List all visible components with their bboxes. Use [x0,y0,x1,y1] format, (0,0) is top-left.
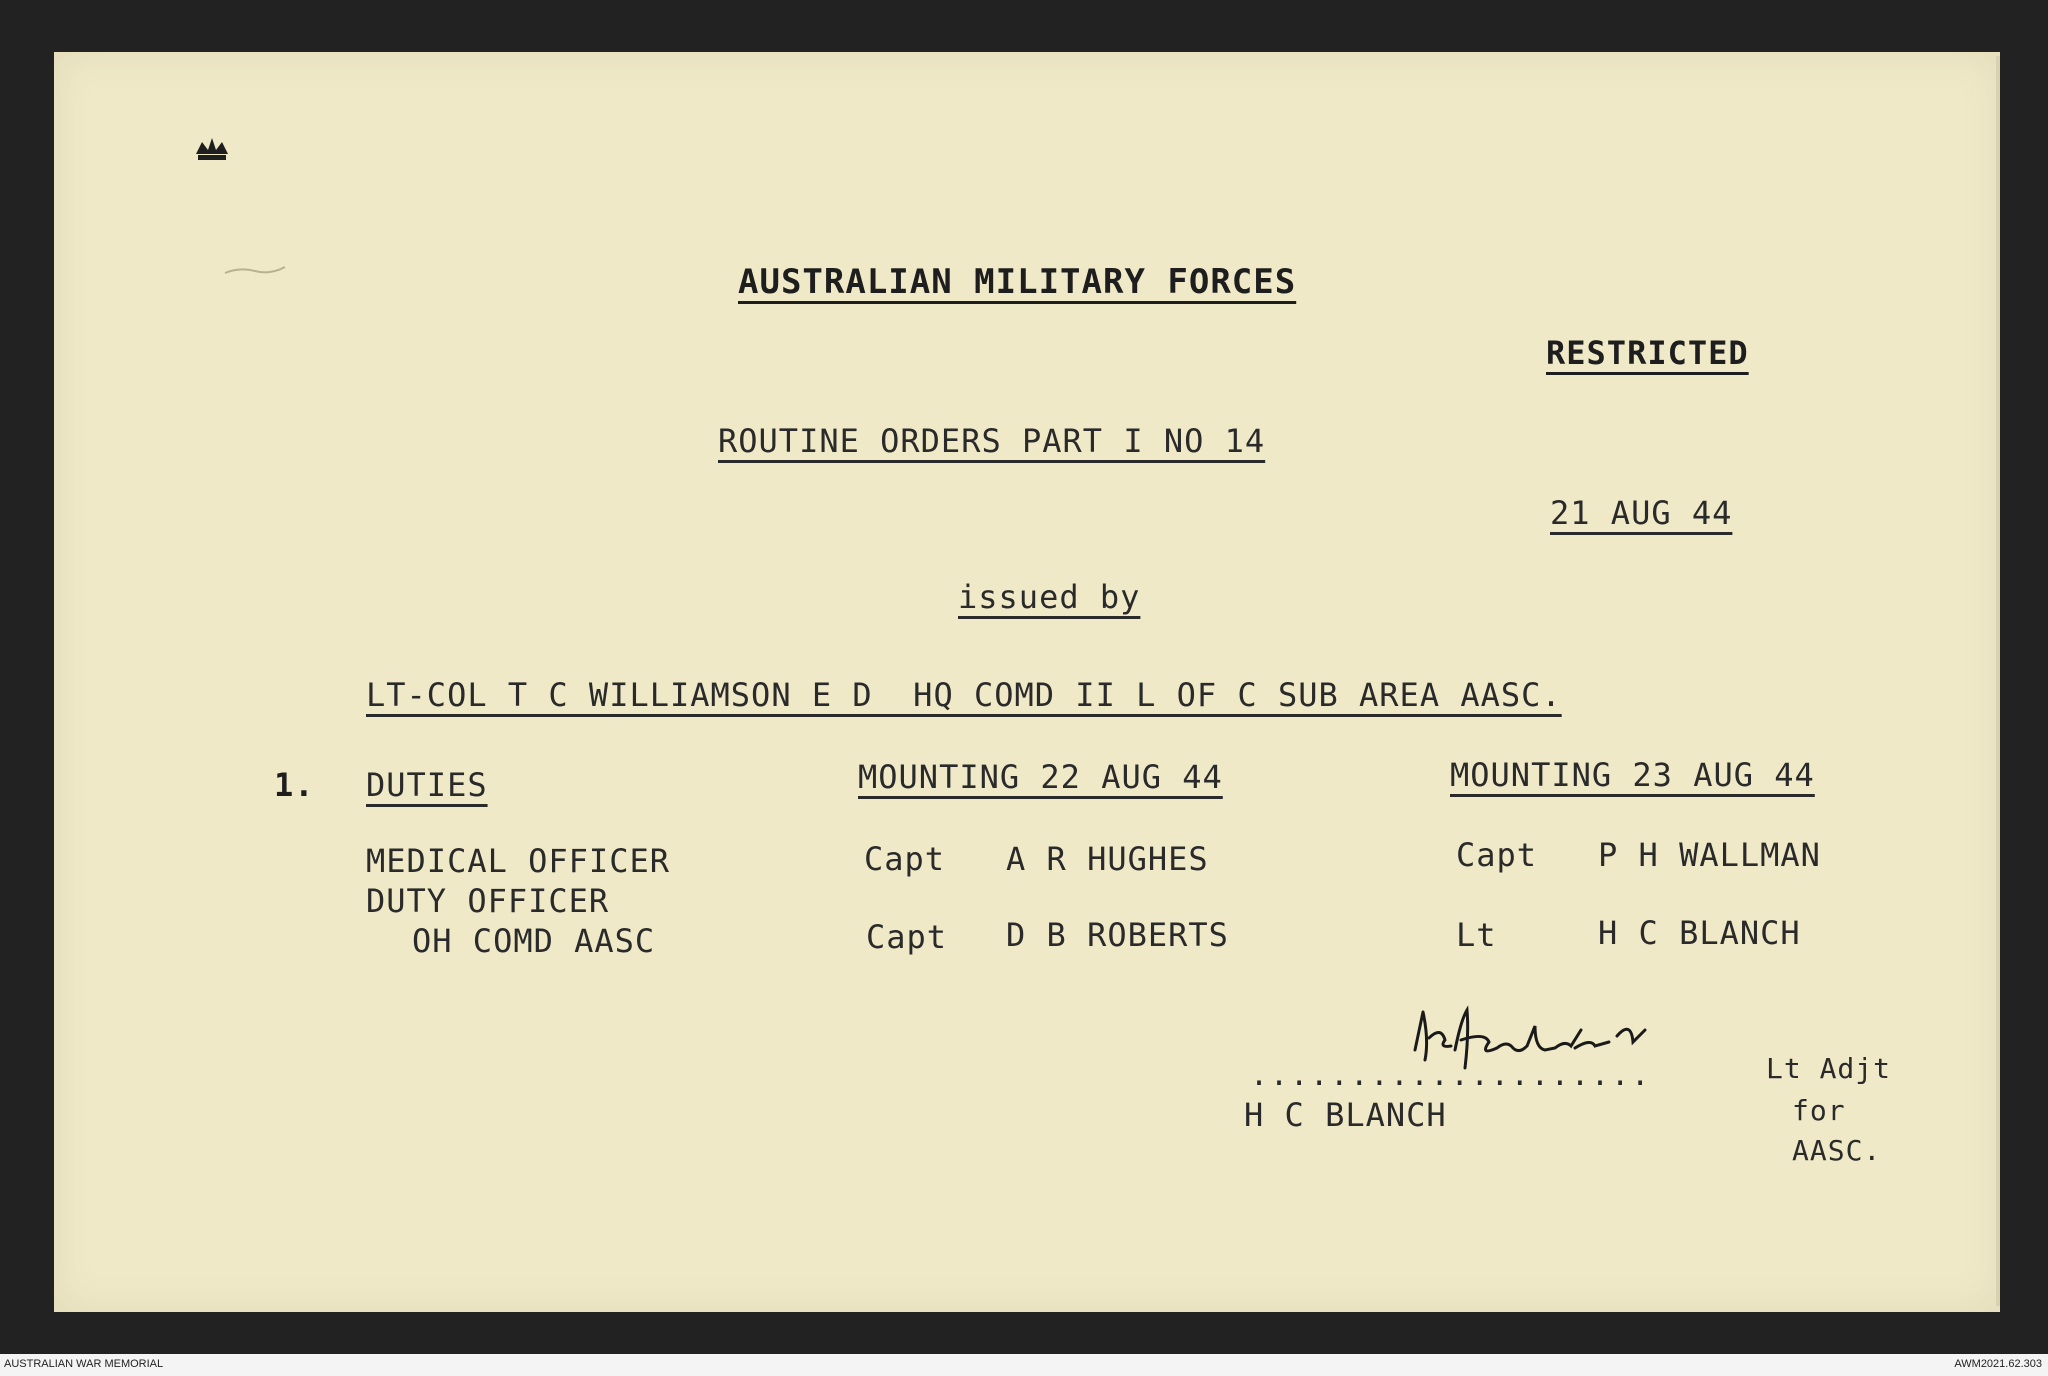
section-number: 1. [274,766,315,804]
column-header-mounting-1: MOUNTING 22 AUG 44 [858,758,1223,796]
signatory-role-line1: Lt Adjt [1766,1052,1892,1085]
duty-medical-officer: MEDICAL OFFICER [366,842,670,880]
issued-by-label: issued by [958,578,1141,616]
document-header: AUSTRALIAN MILITARY FORCES [738,262,1297,302]
rank-row2-col2: Lt [1456,916,1497,954]
footer-accession-id: AWM2021.62.303 [1954,1358,2042,1370]
classification-label: RESTRICTED [1546,334,1749,372]
signatory-role-line2: for [1792,1094,1846,1127]
rank-row1-col1: Capt [864,840,946,878]
name-row2-col1: D B ROBERTS [1006,916,1229,954]
footer-source: AUSTRALIAN WAR MEMORIAL [4,1358,164,1370]
duty-duty-officer-line2: OH COMD AASC [412,922,656,960]
column-header-mounting-2: MOUNTING 23 AUG 44 [1450,756,1815,794]
paper-edge [1996,56,2000,1306]
document-title: ROUTINE ORDERS PART I NO 14 [718,422,1266,460]
signatory-role-line3: AASC. [1792,1134,1882,1167]
footer-bar [0,1354,2048,1376]
duty-duty-officer: DUTY OFFICER [366,882,610,920]
name-row1-col1: A R HUGHES [1006,840,1209,878]
rank-row2-col1: Capt [866,918,948,956]
name-row2-col2: H C BLANCH [1598,914,1801,952]
name-row1-col2: P H WALLMAN [1598,836,1821,874]
signature-dotted-line: .................... [1250,1058,1652,1093]
column-header-duties: DUTIES [366,766,488,804]
crown-stamp-icon [192,132,232,172]
paper-crease-mark [220,255,290,285]
issuer-line: LT-COL T C WILLIAMSON E D HQ COMD II L OF C SUB AREA AASC. [366,676,1562,714]
signatory-name: H C BLANCH [1244,1096,1447,1134]
rank-row1-col2: Capt [1456,836,1538,874]
document-date: 21 AUG 44 [1550,494,1733,532]
